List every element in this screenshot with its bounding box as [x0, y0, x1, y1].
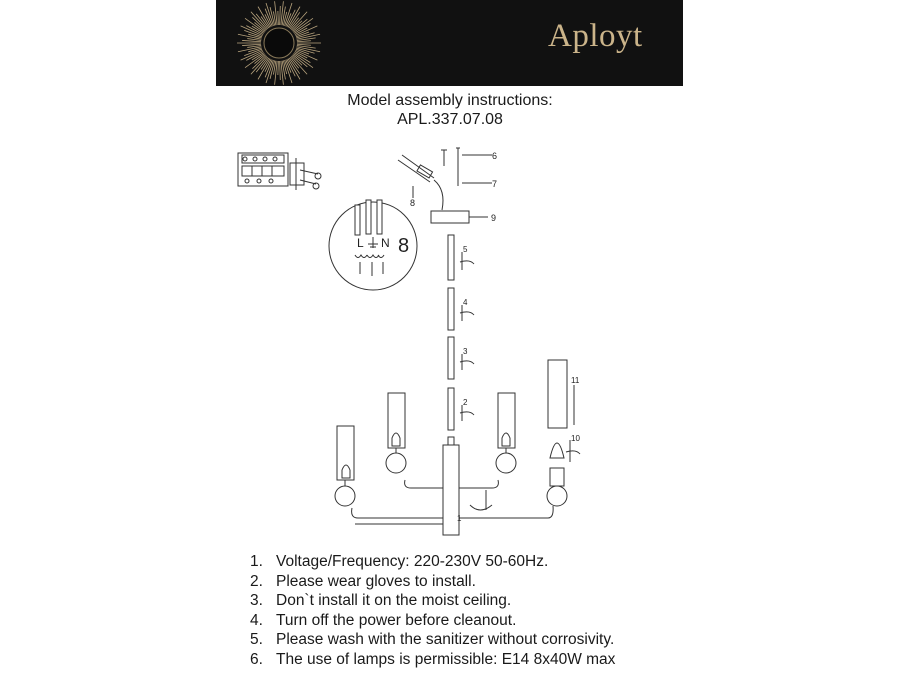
wiring-label-n: N — [381, 236, 390, 250]
note-number: 2. — [250, 572, 263, 590]
callout-7: 7 — [492, 179, 498, 189]
note-number: 3. — [250, 592, 263, 609]
brand-name: Aployt — [548, 18, 643, 54]
note-number: 1. — [250, 553, 263, 570]
note-item — [250, 591, 615, 611]
callout-5: 5 — [463, 245, 468, 254]
callout-2: 2 — [463, 398, 468, 407]
callout-11: 11 — [571, 376, 580, 385]
note-item — [250, 630, 615, 650]
document-title: Model assembly instructions: — [347, 92, 553, 109]
note-number: 5. — [250, 631, 263, 648]
canopy-drawing — [398, 148, 492, 223]
note-text: Voltage/Frequency: 220-230V 50-60Hz. — [276, 553, 549, 570]
note-number: 4. — [250, 611, 263, 629]
note-item — [250, 552, 615, 572]
chandelier-drawing — [335, 360, 580, 535]
note-text: Please wear gloves to install. — [276, 572, 476, 590]
callout-10: 10 — [571, 434, 580, 443]
callout-1: 1 — [457, 514, 462, 523]
callout-4: 4 — [463, 298, 468, 307]
note-item — [250, 572, 615, 592]
note-item — [250, 611, 615, 631]
note-text: Don`t install it on the moist ceiling. — [276, 592, 512, 609]
wiring-label-l: L — [357, 236, 364, 250]
wiring-callout: 8 — [398, 235, 410, 257]
terminal-block-drawing — [238, 153, 321, 190]
callout-9: 9 — [491, 213, 497, 223]
note-text: Please wash with the sanitizer without corrosivity. — [276, 631, 615, 648]
callout-8: 8 — [410, 198, 416, 208]
callout-6: 6 — [492, 151, 498, 161]
note-item — [250, 650, 615, 670]
callout-3: 3 — [463, 347, 468, 356]
rod-segments-drawing — [448, 235, 474, 430]
note-text: Turn off the power before cleanout. — [276, 611, 517, 629]
note-number: 6. — [250, 650, 263, 668]
note-text: The use of lamps is permissible: E14 8x40W max — [276, 650, 616, 668]
model-code: APL.337.07.08 — [397, 111, 503, 128]
instruction-notes — [250, 552, 615, 669]
